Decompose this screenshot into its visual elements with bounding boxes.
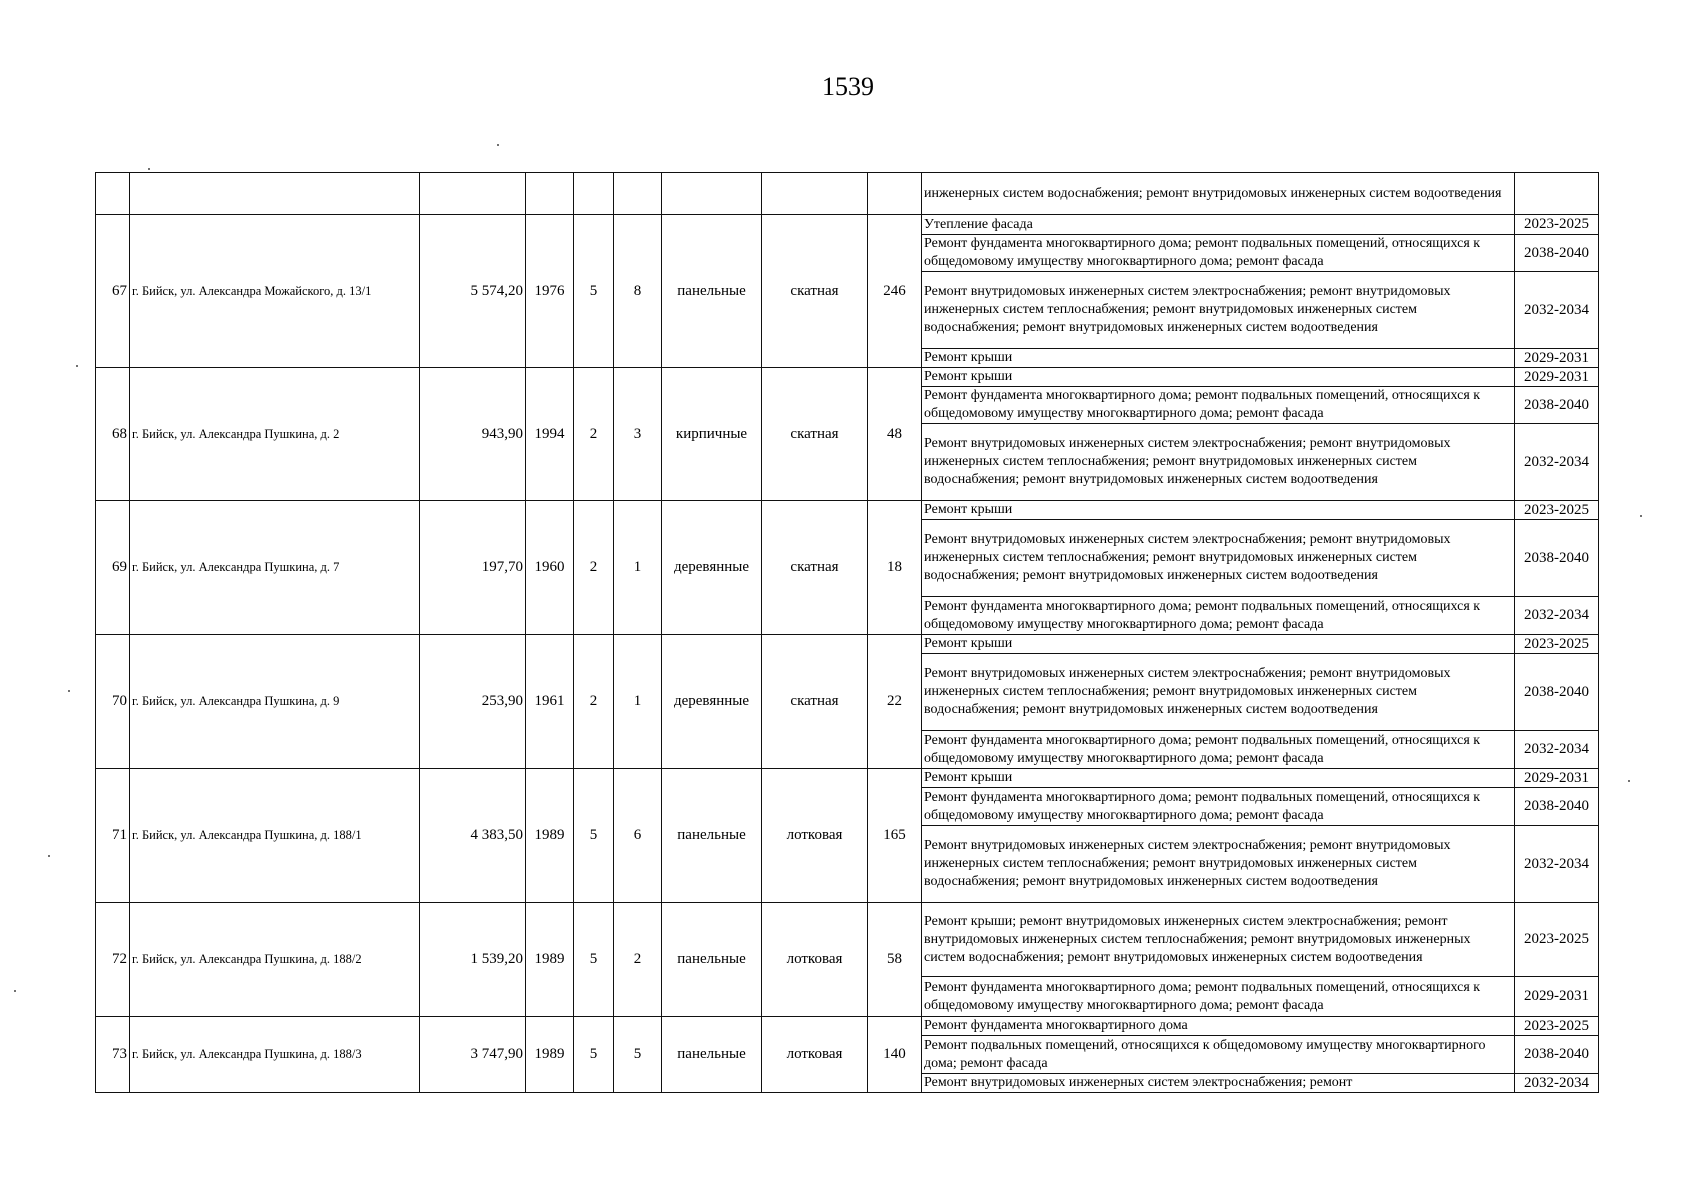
work-period: 2032-2034 — [1515, 424, 1599, 501]
work-description: Ремонт внутридомовых инженерных систем электроснабжения; ремонт внутридомовых инженерных систем теплоснабжения; ремонт внутридомовых инженерных систем водоснабжения; ремонт внутридомовых инженерных систем водоотведения — [922, 520, 1515, 597]
work-description: инженерных систем водоснабжения; ремонт внутридомовых инженерных систем водоотведения — [922, 173, 1515, 215]
residents-cell: 48 — [868, 368, 922, 501]
area-cell: 197,70 — [420, 501, 526, 635]
scan-speck — [48, 855, 50, 857]
empty-cell — [96, 173, 130, 215]
roof-type-cell: лотковая — [762, 769, 868, 903]
work-description: Ремонт крыши — [922, 769, 1515, 788]
work-period: 2029-2031 — [1515, 349, 1599, 368]
address-cell: г. Бийск, ул. Александра Пушкина, д. 7 — [130, 501, 420, 635]
floors-cell: 2 — [574, 368, 614, 501]
work-period: 2038-2040 — [1515, 788, 1599, 826]
floors-cell: 2 — [574, 635, 614, 769]
roof-type-cell: скатная — [762, 501, 868, 635]
address-cell: г. Бийск, ул. Александра Пушкина, д. 188/3 — [130, 1017, 420, 1093]
scan-speck — [1628, 780, 1630, 782]
table-row — [96, 501, 1599, 520]
entrances-cell: 3 — [614, 368, 662, 501]
area-cell: 943,90 — [420, 368, 526, 501]
address-cell: г. Бийск, ул. Александра Пушкина, д. 2 — [130, 368, 420, 501]
work-period: 2032-2034 — [1515, 1074, 1599, 1093]
roof-type-cell: скатная — [762, 215, 868, 368]
floors-cell: 5 — [574, 1017, 614, 1093]
roof-type-cell: скатная — [762, 368, 868, 501]
area-cell: 4 383,50 — [420, 769, 526, 903]
work-period: 2029-2031 — [1515, 977, 1599, 1017]
wall-material-cell: кирпичные — [662, 368, 762, 501]
work-description: Ремонт внутридомовых инженерных систем электроснабжения; ремонт внутридомовых инженерных систем теплоснабжения; ремонт внутридомовых инженерных систем водоснабжения; ремонт внутридомовых инженерных систем водоотведения — [922, 272, 1515, 349]
residents-cell: 22 — [868, 635, 922, 769]
work-period: 2038-2040 — [1515, 654, 1599, 731]
work-period: 2029-2031 — [1515, 368, 1599, 387]
work-period: 2032-2034 — [1515, 272, 1599, 349]
scan-speck — [14, 990, 16, 992]
area-cell: 5 574,20 — [420, 215, 526, 368]
work-description: Ремонт фундамента многоквартирного дома; ремонт подвальных помещений, относящихся к общедомовому имуществу многоквартирного дома; ремонт фасада — [922, 731, 1515, 769]
year-cell: 1976 — [526, 215, 574, 368]
area-cell: 1 539,20 — [420, 903, 526, 1017]
residents-cell: 58 — [868, 903, 922, 1017]
entrances-cell: 6 — [614, 769, 662, 903]
work-description: Ремонт фундамента многоквартирного дома — [922, 1017, 1515, 1036]
empty-cell — [574, 173, 614, 215]
work-period: 2023-2025 — [1515, 635, 1599, 654]
residents-cell: 18 — [868, 501, 922, 635]
row-number: 70 — [96, 635, 130, 769]
row-number: 72 — [96, 903, 130, 1017]
wall-material-cell: панельные — [662, 769, 762, 903]
address-cell: г. Бийск, ул. Александра Пушкина, д. 188/1 — [130, 769, 420, 903]
work-period: 2038-2040 — [1515, 235, 1599, 272]
year-cell: 1961 — [526, 635, 574, 769]
area-cell: 3 747,90 — [420, 1017, 526, 1093]
row-number: 71 — [96, 769, 130, 903]
empty-cell — [614, 173, 662, 215]
entrances-cell: 8 — [614, 215, 662, 368]
residents-cell: 140 — [868, 1017, 922, 1093]
empty-cell — [130, 173, 420, 215]
roof-type-cell: скатная — [762, 635, 868, 769]
continuation-row — [96, 173, 1599, 215]
wall-material-cell: панельные — [662, 215, 762, 368]
year-cell: 1989 — [526, 1017, 574, 1093]
floors-cell: 5 — [574, 215, 614, 368]
table-row — [96, 635, 1599, 654]
work-period: 2032-2034 — [1515, 731, 1599, 769]
work-description: Ремонт крыши; ремонт внутридомовых инженерных систем электроснабжения; ремонт внутридомовых инженерных систем теплоснабжения; ремонт внутридомовых инженерных систем водоснабжения; ремонт внутридомовых инженерных систем водоотведения — [922, 903, 1515, 977]
table-row — [96, 903, 1599, 977]
address-cell: г. Бийск, ул. Александра Пушкина, д. 9 — [130, 635, 420, 769]
entrances-cell: 5 — [614, 1017, 662, 1093]
work-description: Ремонт крыши — [922, 501, 1515, 520]
residents-cell: 246 — [868, 215, 922, 368]
scan-speck — [76, 365, 78, 367]
empty-cell — [868, 173, 922, 215]
year-cell: 1994 — [526, 368, 574, 501]
work-description: Ремонт крыши — [922, 368, 1515, 387]
empty-cell — [526, 173, 574, 215]
work-description: Ремонт фундамента многоквартирного дома; ремонт подвальных помещений, относящихся к общедомовому имуществу многоквартирного дома; ремонт фасада — [922, 788, 1515, 826]
scan-speck — [1640, 515, 1642, 517]
work-description: Ремонт крыши — [922, 635, 1515, 654]
table-row — [96, 368, 1599, 387]
work-description: Ремонт фундамента многоквартирного дома; ремонт подвальных помещений, относящихся к общедомовому имуществу многоквартирного дома; ремонт фасада — [922, 387, 1515, 424]
work-period: 2023-2025 — [1515, 215, 1599, 235]
entrances-cell: 1 — [614, 635, 662, 769]
work-period: 2038-2040 — [1515, 520, 1599, 597]
work-description: Ремонт фундамента многоквартирного дома; ремонт подвальных помещений, относящихся к общедомовому имуществу многоквартирного дома; ремонт фасада — [922, 235, 1515, 272]
work-description: Утепление фасада — [922, 215, 1515, 235]
wall-material-cell: деревянные — [662, 501, 762, 635]
roof-type-cell: лотковая — [762, 1017, 868, 1093]
address-cell: г. Бийск, ул. Александра Можайского, д. 13/1 — [130, 215, 420, 368]
table-row — [96, 769, 1599, 788]
area-cell: 253,90 — [420, 635, 526, 769]
entrances-cell: 2 — [614, 903, 662, 1017]
wall-material-cell: панельные — [662, 1017, 762, 1093]
floors-cell: 5 — [574, 769, 614, 903]
scan-speck — [497, 144, 499, 146]
scan-speck — [68, 690, 70, 692]
work-period: 2023-2025 — [1515, 903, 1599, 977]
work-description: Ремонт внутридомовых инженерных систем электроснабжения; ремонт внутридомовых инженерных систем теплоснабжения; ремонт внутридомовых инженерных систем водоснабжения; ремонт внутридомовых инженерных систем водоотведения — [922, 826, 1515, 903]
work-period: 2038-2040 — [1515, 387, 1599, 424]
row-number: 73 — [96, 1017, 130, 1093]
residents-cell: 165 — [868, 769, 922, 903]
floors-cell: 2 — [574, 501, 614, 635]
work-description: Ремонт крыши — [922, 349, 1515, 368]
work-description: Ремонт внутридомовых инженерных систем электроснабжения; ремонт — [922, 1074, 1515, 1093]
entrances-cell: 1 — [614, 501, 662, 635]
work-period — [1515, 173, 1599, 215]
row-number: 67 — [96, 215, 130, 368]
table-row — [96, 1017, 1599, 1036]
scan-speck — [148, 168, 150, 170]
empty-cell — [762, 173, 868, 215]
floors-cell: 5 — [574, 903, 614, 1017]
work-period: 2029-2031 — [1515, 769, 1599, 788]
year-cell: 1960 — [526, 501, 574, 635]
repair-schedule-table — [95, 172, 1599, 1093]
work-description: Ремонт подвальных помещений, относящихся к общедомовому имуществу многоквартирного дома; ремонт фасада — [922, 1036, 1515, 1074]
work-period: 2038-2040 — [1515, 1036, 1599, 1074]
page-number: 1539 — [822, 72, 874, 101]
address-cell: г. Бийск, ул. Александра Пушкина, д. 188/2 — [130, 903, 420, 1017]
year-cell: 1989 — [526, 769, 574, 903]
work-description: Ремонт внутридомовых инженерных систем электроснабжения; ремонт внутридомовых инженерных систем теплоснабжения; ремонт внутридомовых инженерных систем водоснабжения; ремонт внутридомовых инженерных систем водоотведения — [922, 654, 1515, 731]
wall-material-cell: деревянные — [662, 635, 762, 769]
wall-material-cell: панельные — [662, 903, 762, 1017]
year-cell: 1989 — [526, 903, 574, 1017]
work-period: 2023-2025 — [1515, 1017, 1599, 1036]
roof-type-cell: лотковая — [762, 903, 868, 1017]
empty-cell — [662, 173, 762, 215]
work-description: Ремонт внутридомовых инженерных систем электроснабжения; ремонт внутридомовых инженерных систем теплоснабжения; ремонт внутридомовых инженерных систем водоснабжения; ремонт внутридомовых инженерных систем водоотведения — [922, 424, 1515, 501]
empty-cell — [420, 173, 526, 215]
work-period: 2032-2034 — [1515, 597, 1599, 635]
work-period: 2032-2034 — [1515, 826, 1599, 903]
row-number: 69 — [96, 501, 130, 635]
work-period: 2023-2025 — [1515, 501, 1599, 520]
work-description: Ремонт фундамента многоквартирного дома; ремонт подвальных помещений, относящихся к общедомовому имуществу многоквартирного дома; ремонт фасада — [922, 977, 1515, 1017]
row-number: 68 — [96, 368, 130, 501]
work-description: Ремонт фундамента многоквартирного дома; ремонт подвальных помещений, относящихся к общедомовому имуществу многоквартирного дома; ремонт фасада — [922, 597, 1515, 635]
table-row — [96, 215, 1599, 235]
